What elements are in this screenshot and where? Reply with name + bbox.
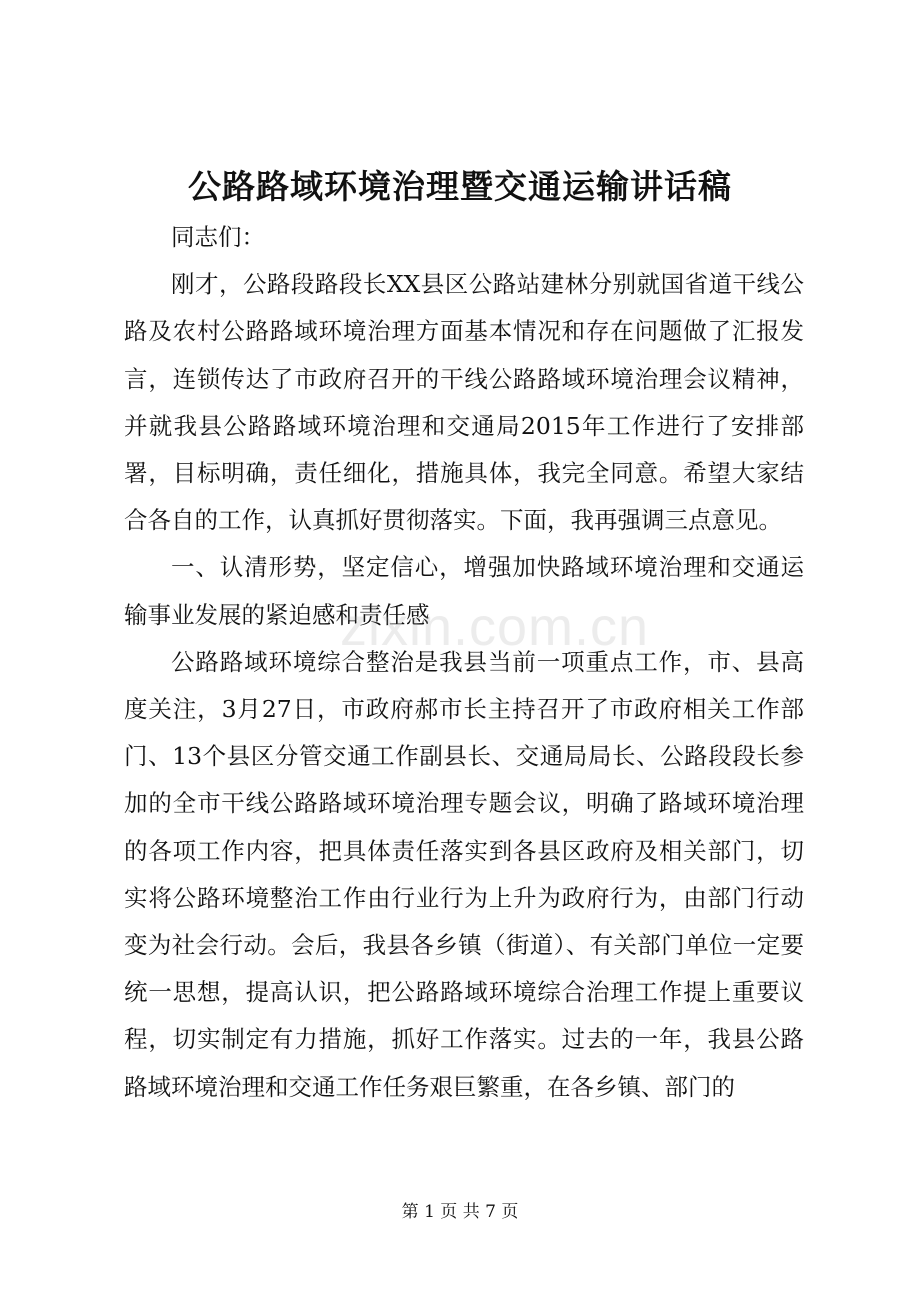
watermark: zixin.com.cn <box>340 597 650 657</box>
salutation: 同志们： <box>171 223 265 251</box>
page-footer: 第 1 页 共 7 页 <box>401 1202 519 1222</box>
paragraph-intro: 刚才，公路段路段长XX县区公路站建林分别就国省道干线公路及农村公路路域环境治理方面基本情况和存在问题做了汇报发言，连锁传达了市政府召开的干线公路路域环境治理会议精神，并就我县公路路域环境治理和交通局2015年工作进行了安排部署，目标明确，责任细化，措施具体，我完全同意。希望大家结合各自的工作，认真抓好贯彻落实。下面，我再强调三点意见。 <box>124 270 804 535</box>
paragraph-section-1: 公路路域环境综合整治是我县当前一项重点工作，市、县高度关注，3月27日，市政府郝市长主持召开了市政府相关工作部门、13个县区分管交通工作副县长、交通局局长、公路段段长参加的全市干线公路路域环境治理专题会议，明确了路域环境治理的各项工作内容，把具体责任落实到各县区政府及相关部门，切实将公路环境整治工作由行业行为上升为政府行为，由部门行动变为社会行动。会后，我县各乡镇（街道）、有关部门单位一定要统一思想，提高认识，把公路路域环境综合治理工作提上重要议程，切实制定有力措施，抓好工作落实。过去的一年，我县公路路域环境治理和交通工作任务艰巨繁重，在各乡镇、部门的 <box>124 647 804 1101</box>
section-heading-1: 一、认清形势，坚定信心，增强加快路域环境治理和交通运输事业发展的紧迫感和责任感 <box>124 553 804 629</box>
document-body <box>124 214 804 1111</box>
document-title: 公路路域环境治理暨交通运输讲话稿 <box>188 167 732 206</box>
